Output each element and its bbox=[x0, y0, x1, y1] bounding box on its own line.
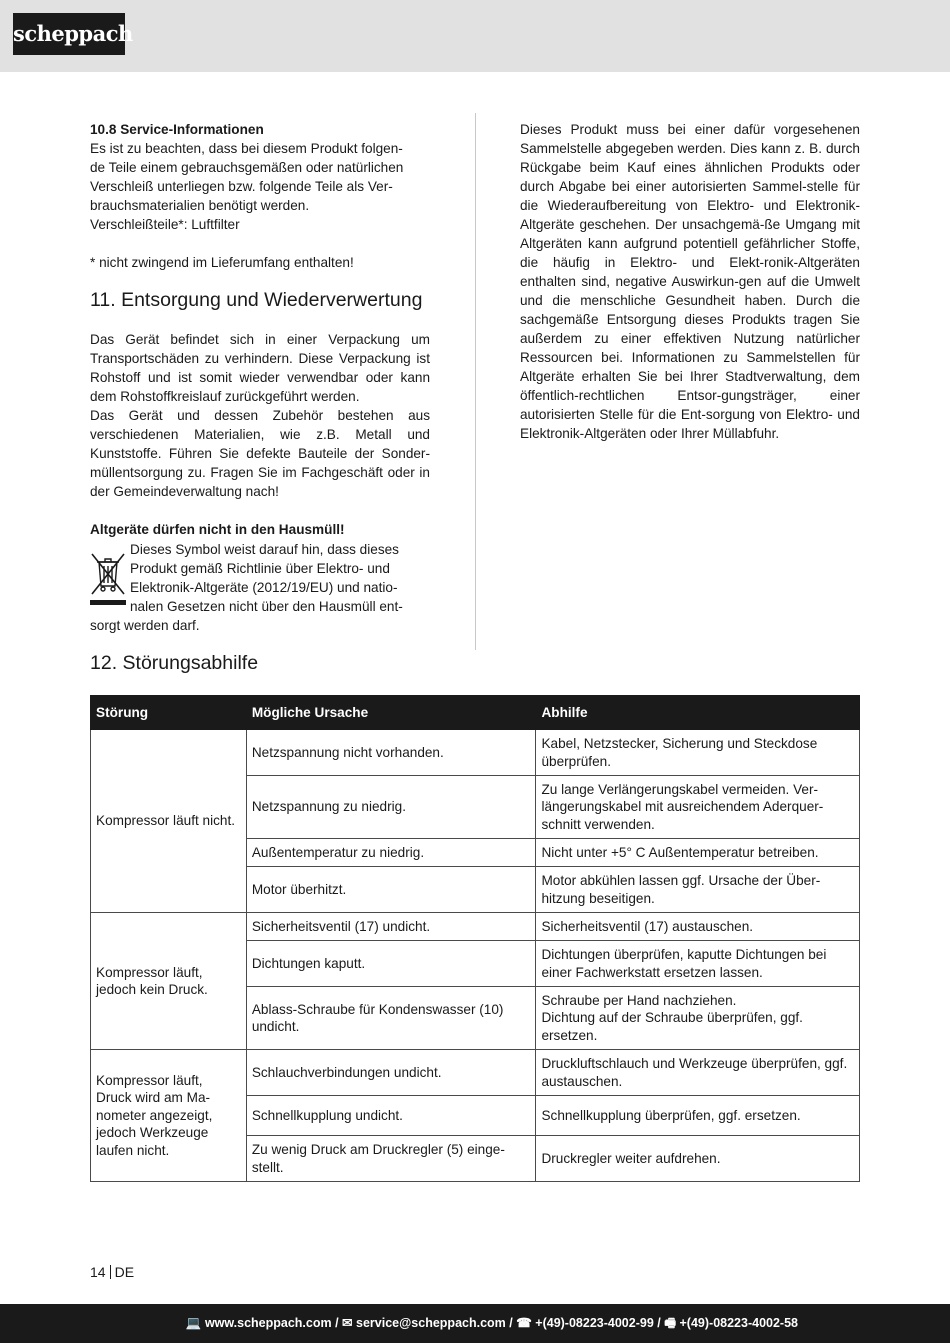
column-header-cause: Mögliche Ursache bbox=[246, 696, 536, 730]
fax-icon: 🖷 bbox=[664, 1316, 677, 1330]
cause-cell: Motor überhitzt. bbox=[246, 867, 536, 913]
section-10-8 bbox=[90, 120, 430, 272]
table-row bbox=[91, 913, 860, 941]
section-12-title: 12. Störungsabhilfe bbox=[90, 652, 259, 674]
remedy-line: Dichtung auf der Schraube überprüfen, ggf. ersetzen. bbox=[541, 1010, 803, 1043]
cause-cell: Zu wenig Druck am Druckregler (5) einge-stellt. bbox=[246, 1136, 536, 1182]
page-number-value: 14 bbox=[90, 1264, 106, 1280]
fault-cell: Kompressor läuft nicht. bbox=[91, 730, 247, 913]
remedy-cell: Sicherheitsventil (17) austauschen. bbox=[536, 913, 860, 941]
column-divider bbox=[475, 113, 476, 650]
weee-line: nalen Gesetzen nicht über den Hausmüll ent- bbox=[130, 599, 403, 614]
mail-icon: ✉ bbox=[342, 1316, 353, 1330]
cause-cell: Schnellkupplung undicht. bbox=[246, 1096, 536, 1136]
weee-notice bbox=[90, 540, 430, 635]
paragraph-packaging: Das Gerät befindet sich in einer Verpackung um Transportschäden zu verhindern. Diese Verpackung ist Rohstoff und ist somit wieder verwendbar oder kann dem Rohstoffkreislauf zurückgeführt werden. bbox=[90, 332, 430, 404]
remedy-cell: Kabel, Netzstecker, Sicherung und Steckdose überprüfen. bbox=[536, 730, 860, 776]
remedy-cell: Nicht unter +5° C Außentemperatur betreiben. bbox=[536, 839, 860, 867]
page-number bbox=[90, 1264, 134, 1280]
table-header-row bbox=[91, 696, 860, 730]
table-row bbox=[91, 1050, 860, 1096]
fax-number: +(49)-08223-4002-58 bbox=[679, 1316, 798, 1330]
weee-line: Produkt gemäß Richtlinie über Elektro- und bbox=[130, 561, 390, 576]
remedy-cell: Schnellkupplung überprüfen, ggf. ersetzen. bbox=[536, 1096, 860, 1136]
page-language: DE bbox=[114, 1264, 135, 1280]
fault-cell: Kompressor läuft, Druck wird am Ma-nometer angezeigt, jedoch Werkzeuge laufen nicht. bbox=[91, 1050, 247, 1182]
weee-line: Elektronik-Altgeräte (2012/19/EU) und natio- bbox=[130, 580, 398, 595]
cause-cell: Außentemperatur zu niedrig. bbox=[246, 839, 536, 867]
remedy-cell: Druckluftschlauch und Werkzeuge überprüfen, ggf. austauschen. bbox=[536, 1050, 860, 1096]
section-11-body bbox=[90, 330, 430, 501]
page-separator bbox=[110, 1265, 111, 1279]
text-line: Verschleißteile*: Luftfilter bbox=[90, 217, 240, 232]
remedy-cell: Dichtungen überprüfen, kaputte Dichtungen bei einer Fachwerkstatt ersetzen lassen. bbox=[536, 941, 860, 987]
warning-title: Altgeräte dürfen nicht in den Hausmüll! bbox=[90, 522, 345, 537]
text-line: Verschleiß unterliegen bzw. folgende Teile als Ver- bbox=[90, 179, 393, 194]
text-line: de Teile einem gebrauchsgemäßen oder natürlichen bbox=[90, 160, 404, 175]
email-link[interactable]: service@scheppach.com / bbox=[356, 1316, 513, 1330]
weee-line: sorgt werden darf. bbox=[90, 618, 200, 633]
table-row bbox=[91, 730, 860, 776]
remedy-cell: Druckregler weiter aufdrehen. bbox=[536, 1136, 860, 1182]
section-11-title: 11. Entsorgung und Wiederverwertung bbox=[90, 289, 423, 311]
page-footer bbox=[0, 1304, 950, 1343]
cause-cell: Netzspannung zu niedrig. bbox=[246, 776, 536, 839]
disposal-paragraph: Dieses Produkt muss bei einer dafür vorgesehenen Sammelstelle abgegeben werden. Dies kann z. B. durch Rückgabe beim Kauf eines ähnlichen Produkts oder durch Abgabe bei einer autorisierten Sammel-stelle für die Wiederaufbereitung von Elektro- und Elektronik- Altgeräte geschehen. Der unsachgemä-ße Umgang mit Altgeräten kann aufgrund potentiell gefährlicher Stoffe, die häufig in Elektro- und Elekt-ronik-Altgeräten enthalten sind, negative Auswirkun-gen auf die Umwelt und die menschliche Gesundheit haben. Durch die sachgemäße Entsorgung dieses Produkts tragen Sie außerdem zu einer effektiven Nutzung natürlicher Ressourcen bei. Informationen zu Sammelstellen für Altgeräte erhalten Sie bei Ihrer Stadtverwaltung, dem öffentlich-rechtlichen Entsor-gungsträger, einer autorisierten Stelle für die Ent-sorgung von Elektro- und Elektronik-Altgeräten oder Ihrer Müllabfuhr. bbox=[520, 122, 860, 441]
remedy-cell: Motor abkühlen lassen ggf. Ursache der Über-hitzung beseitigen. bbox=[536, 867, 860, 913]
column-header-remedy: Abhilfe bbox=[536, 696, 860, 730]
text-line: brauchsmaterialien benötigt werden. bbox=[90, 198, 310, 213]
text-line: Es ist zu beachten, dass bei diesem Produkt folgen- bbox=[90, 141, 403, 156]
cause-cell: Sicherheitsventil (17) undicht. bbox=[246, 913, 536, 941]
phone-icon: ☎ bbox=[516, 1316, 532, 1330]
phone-number: +(49)-08223-4002-99 / bbox=[535, 1316, 661, 1330]
weee-line: Dieses Symbol weist darauf hin, dass dieses bbox=[130, 542, 399, 557]
troubleshooting-table bbox=[90, 695, 860, 1182]
cause-cell: Netzspannung nicht vorhanden. bbox=[246, 730, 536, 776]
remedy-cell bbox=[536, 987, 860, 1050]
cause-cell: Dichtungen kaputt. bbox=[246, 941, 536, 987]
section-10-8-title: 10.8 Service-Informationen bbox=[90, 122, 264, 137]
footnote: * nicht zwingend im Lieferumfang enthalten! bbox=[90, 255, 354, 270]
cause-cell: Schlauchverbindungen undicht. bbox=[246, 1050, 536, 1096]
remedy-line: Schraube per Hand nachziehen. bbox=[541, 992, 737, 1008]
page-header bbox=[0, 0, 950, 72]
column-header-fault: Störung bbox=[91, 696, 247, 730]
cause-cell: Ablass-Schraube für Kondenswasser (10) undicht. bbox=[246, 987, 536, 1050]
computer-icon: 💻 bbox=[185, 1316, 202, 1330]
fault-cell: Kompressor läuft, jedoch kein Druck. bbox=[91, 913, 247, 1050]
brand-logo: scheppach bbox=[13, 13, 125, 55]
website-link[interactable]: www.scheppach.com / bbox=[204, 1316, 339, 1330]
remedy-cell: Zu lange Verlängerungskabel vermeiden. Ver-längerungskabel mit ausreichendem Aderquer-schnitt verwenden. bbox=[536, 776, 860, 839]
crossed-bin-icon bbox=[90, 550, 126, 608]
paragraph-materials: Das Gerät und dessen Zubehör bestehen aus verschiedenen Materialien, wie z.B. Metall und Kunststoffe. Führen Sie defekte Bauteile der Sonder-müllentsorgung zu. Fragen Sie im Fachgeschäft oder in der Gemeindeverwaltung nach! bbox=[90, 408, 430, 499]
